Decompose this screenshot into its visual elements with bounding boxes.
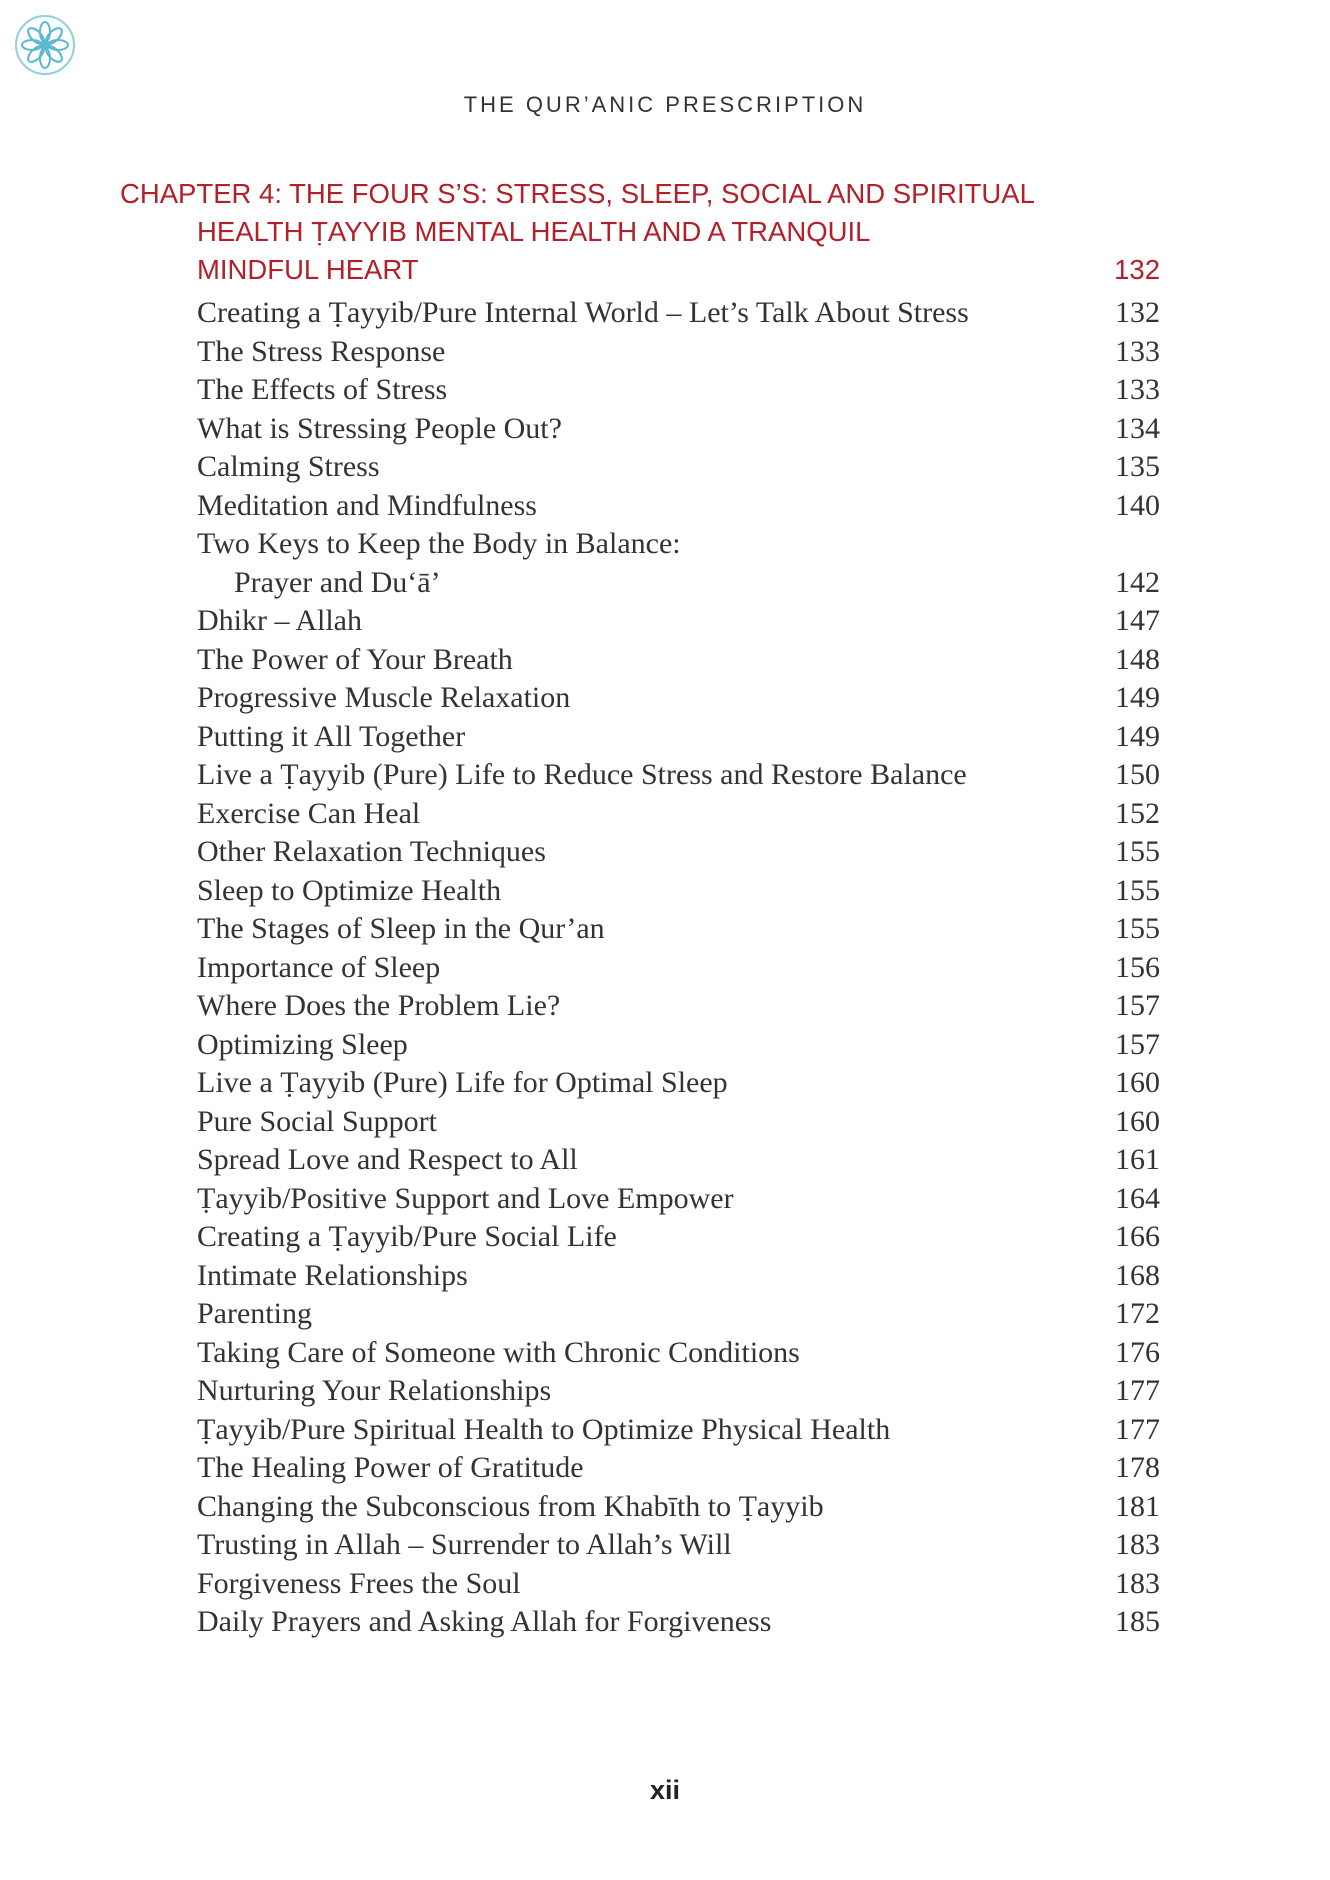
toc-entry	[197, 1565, 1160, 1604]
toc-entry	[197, 641, 1160, 680]
toc-entry	[197, 1334, 1160, 1373]
toc-entry-title: The Stages of Sleep in the Qur’an	[197, 912, 605, 945]
toc-entry	[197, 1103, 1160, 1142]
toc-entry-page: 177	[1115, 1412, 1160, 1446]
toc-entry-title: Calming Stress	[197, 450, 380, 483]
toc-entry-page: 135	[1115, 450, 1160, 483]
toc-entry-page: 178	[1115, 1451, 1160, 1484]
toc-entry-title: Spread Love and Respect to All	[197, 1143, 578, 1176]
toc-entry	[197, 1372, 1160, 1411]
toc-entry-title: Exercise Can Heal	[197, 796, 421, 830]
running-head: THE QUR’ANIC PRESCRIPTION	[463, 92, 867, 117]
geometric-star-logo-icon	[14, 14, 76, 76]
toc-entry-page: 160	[1115, 1104, 1160, 1138]
toc-entry-title: Two Keys to Keep the Body in Balance:	[197, 527, 681, 560]
toc-entry-title: Pure Social Support	[197, 1104, 437, 1138]
toc-entry-page: 183	[1115, 1528, 1160, 1561]
toc-entry-page: 150	[1115, 758, 1160, 791]
toc-entry-title: The Healing Power of Gratitude	[197, 1451, 584, 1484]
toc-entry-page: 157	[1115, 989, 1160, 1022]
toc-entry-page: 134	[1115, 411, 1160, 445]
toc-entry-title: Importance of Sleep	[197, 950, 441, 984]
toc-entry	[197, 1526, 1160, 1565]
toc-entry-title: Prayer and Du‘ā’	[234, 565, 441, 599]
toc-entry-title: Creating a Ṭayyib/Pure Internal World – Let’s Talk About Stress	[197, 296, 969, 329]
toc-entry-page: 161	[1115, 1143, 1160, 1176]
toc-entry-page: 149	[1115, 681, 1160, 714]
toc-entry-title: Ṭayyib/Positive Support and Love Empower	[197, 1181, 734, 1215]
toc-entry-page: 181	[1115, 1489, 1160, 1523]
toc-entry-title: Progressive Muscle Relaxation	[197, 681, 571, 714]
chapter-heading-line-2: HEALTH ṬAYYIB MENTAL HEALTH AND A TRANQUIL	[197, 216, 871, 247]
toc-entry	[197, 1064, 1160, 1103]
toc-entry-title: Live a Ṭayyib (Pure) Life to Reduce Stress and Restore Balance	[197, 758, 967, 791]
toc-entry-title: Nurturing Your Relationships	[197, 1374, 552, 1407]
toc-entry-page: 140	[1115, 488, 1160, 522]
toc-entry-page: 157	[1115, 1027, 1160, 1061]
toc-entry	[197, 1449, 1160, 1488]
toc-entry-page: 155	[1115, 912, 1160, 945]
toc-entry	[197, 1603, 1160, 1642]
toc-entry-title: What is Stressing People Out?	[197, 411, 562, 445]
toc-entry-title: The Stress Response	[197, 334, 446, 368]
toc-entry	[197, 333, 1160, 372]
toc-entry-title: Creating a Ṭayyib/Pure Social Life	[197, 1220, 617, 1253]
toc-entry-page: 164	[1115, 1181, 1160, 1215]
toc-entry-title: Ṭayyib/Pure Spiritual Health to Optimize Physical Health	[197, 1412, 891, 1446]
toc-entry	[197, 564, 1160, 603]
toc-entry-list	[197, 294, 1160, 1642]
toc-entry	[197, 294, 1160, 333]
toc-entry	[197, 602, 1160, 641]
toc-entry-page: 155	[1115, 873, 1160, 907]
toc-entry-page: 133	[1115, 334, 1160, 368]
toc-entry-title: Taking Care of Someone with Chronic Conditions	[197, 1335, 800, 1369]
toc-entry-page: 152	[1115, 796, 1160, 830]
toc-entry	[197, 795, 1160, 834]
toc-entry-title: Where Does the Problem Lie?	[197, 989, 561, 1022]
toc-entry	[197, 949, 1160, 988]
chapter-heading-line-1: CHAPTER 4: THE FOUR S’S: STRESS, SLEEP, SOCIAL AND SPIRITUAL	[120, 178, 1035, 209]
toc-entry-title: Dhikr – Allah	[197, 604, 362, 637]
toc-entry	[197, 1180, 1160, 1219]
toc-entry-page: 176	[1115, 1335, 1160, 1369]
toc-entry-page: 156	[1115, 950, 1160, 984]
chapter-heading-line-3	[120, 251, 1160, 289]
page-folio: xii	[649, 1775, 681, 1805]
toc-entry	[197, 1141, 1160, 1180]
toc-entry-title: Putting it All Together	[197, 719, 466, 753]
toc-entry-page: 147	[1115, 604, 1160, 637]
toc-entry	[197, 1257, 1160, 1296]
toc-entry-page: 155	[1115, 835, 1160, 868]
toc-entry	[197, 1295, 1160, 1334]
toc-entry-title: Changing the Subconscious from Khabīth to Ṭayyib	[197, 1489, 824, 1523]
toc-entry-page: 185	[1115, 1605, 1160, 1638]
toc-entry-title: Intimate Relationships	[197, 1258, 468, 1292]
toc-entry-title: The Effects of Stress	[197, 373, 448, 406]
toc-entry	[197, 679, 1160, 718]
toc-entry-page: 149	[1115, 719, 1160, 753]
toc-entry-page: 166	[1115, 1220, 1160, 1253]
toc-entry	[197, 410, 1160, 449]
toc-entry	[197, 1026, 1160, 1065]
toc-entry	[197, 872, 1160, 911]
toc-entry	[197, 910, 1160, 949]
toc-entry-page: 183	[1115, 1566, 1160, 1600]
toc-entry	[197, 718, 1160, 757]
toc-entry	[197, 987, 1160, 1026]
toc-entry-page: 172	[1115, 1297, 1160, 1330]
toc-entry	[197, 371, 1160, 410]
toc-entry-page: 133	[1115, 373, 1160, 406]
toc-entry-title: Other Relaxation Techniques	[197, 835, 546, 868]
toc-entry	[197, 833, 1160, 872]
toc-entry-title: The Power of Your Breath	[197, 642, 513, 676]
toc-entry-title: Sleep to Optimize Health	[197, 873, 502, 907]
toc-entry	[197, 525, 1160, 564]
toc-entry-title: Forgiveness Frees the Soul	[197, 1566, 521, 1600]
chapter-heading	[120, 175, 1160, 289]
toc-entry-title: Daily Prayers and Asking Allah for Forgiveness	[197, 1605, 772, 1638]
toc-entry	[197, 1488, 1160, 1527]
toc-entry-title: Optimizing Sleep	[197, 1027, 408, 1061]
chapter-page-number: 132	[1114, 254, 1160, 285]
toc-entry-page: 132	[1115, 296, 1160, 329]
chapter-heading-line-3-text: MINDFUL HEART	[197, 254, 419, 285]
toc-entry-page: 160	[1115, 1066, 1160, 1099]
toc-entry-title: Trusting in Allah – Surrender to Allah’s Will	[197, 1528, 732, 1561]
toc-entry-page: 177	[1115, 1374, 1160, 1407]
toc-entry	[197, 1411, 1160, 1450]
toc-entry-page: 142	[1115, 565, 1160, 599]
toc-entry	[197, 487, 1160, 526]
toc-entry-title: Live a Ṭayyib (Pure) Life for Optimal Sleep	[197, 1066, 728, 1099]
toc-entry	[197, 1218, 1160, 1257]
toc-entry	[197, 448, 1160, 487]
toc-entry-title: Parenting	[197, 1297, 312, 1330]
toc-entry-page: 148	[1115, 642, 1160, 676]
toc-entry-title: Meditation and Mindfulness	[197, 488, 537, 522]
toc-entry	[197, 756, 1160, 795]
toc-entry-page: 168	[1115, 1258, 1160, 1292]
